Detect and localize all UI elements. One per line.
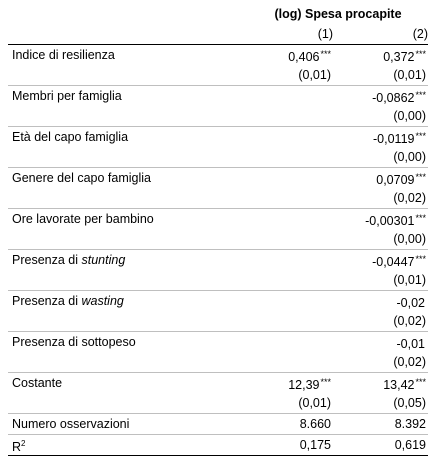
r-squared-row: [8, 435, 428, 456]
significance-stars: ***: [415, 130, 426, 141]
r-squared-letter: R: [12, 439, 22, 454]
coefficient-value: -0,01: [396, 336, 425, 351]
standard-error-col2: (0,01): [393, 68, 426, 82]
coefficient-col2: [333, 168, 428, 189]
standard-error-col1: [248, 352, 333, 373]
coefficient-col1: [248, 45, 333, 66]
coefficient-col2: [333, 332, 428, 353]
coefficient-row: [8, 127, 428, 148]
coefficient-col1: [248, 168, 333, 189]
standard-error-col2: (0,02): [393, 355, 426, 369]
variable-label: [8, 250, 248, 271]
variable-label-italic: wasting: [81, 294, 124, 308]
coefficient-col2: [333, 86, 428, 107]
coefficient-col2: [333, 373, 428, 394]
observations-col2: 8.392: [394, 417, 426, 431]
significance-stars: ***: [415, 376, 426, 387]
coefficient-value: -0,02: [396, 295, 425, 310]
coefficient-value: 12,39: [288, 377, 320, 392]
variable-label-prefix: Presenza di: [12, 294, 82, 308]
variable-label: [8, 291, 248, 312]
standard-error-row: [8, 147, 428, 168]
r-squared-col1: 0,175: [299, 438, 331, 452]
standard-error-col2: (0,00): [393, 150, 426, 164]
r-squared-col2: 0,619: [394, 438, 426, 452]
variable-label: Ore lavorate per bambino: [12, 212, 154, 226]
coefficient-row: [8, 373, 428, 394]
coefficient-row: [8, 168, 428, 189]
standard-error-col2: (0,02): [393, 314, 426, 328]
variable-label: Costante: [12, 376, 63, 390]
coefficient-row: [8, 250, 428, 271]
observations-col1: 8.660: [299, 417, 331, 431]
column-2-header: (2): [412, 27, 428, 41]
coefficient-col1: [248, 250, 333, 271]
coefficient-row: [8, 45, 428, 66]
standard-error-col1: [248, 188, 333, 209]
coefficient-col2: [333, 291, 428, 312]
standard-error-row: [8, 393, 428, 414]
coefficient-row: [8, 332, 428, 353]
header-title-row: [8, 4, 428, 24]
coefficient-value: 0,372: [383, 49, 415, 64]
r-squared-exponent: 2: [21, 438, 26, 448]
significance-stars: ***: [415, 253, 426, 264]
coefficient-rows: [8, 45, 428, 414]
standard-error-col2: (0,02): [393, 191, 426, 205]
coefficient-col1: [248, 332, 333, 353]
dependent-variable-title: (log) Spesa procapite: [274, 7, 402, 21]
variable-label: Età del capo famiglia: [12, 130, 129, 144]
header-columns-row: [8, 24, 428, 45]
coefficient-value: -0,0119: [373, 131, 415, 146]
significance-stars: ***: [320, 48, 331, 59]
coefficient-col2: [333, 45, 428, 66]
coefficient-col1: [248, 373, 333, 394]
regression-table: [8, 4, 428, 456]
standard-error-row: [8, 188, 428, 209]
variable-label-prefix: Presenza di: [12, 253, 82, 267]
standard-error-row: [8, 65, 428, 86]
standard-error-col1: [248, 106, 333, 127]
significance-stars: ***: [415, 171, 426, 182]
coefficient-col1: [248, 86, 333, 107]
standard-error-col1: [248, 229, 333, 250]
standard-error-col2: (0,01): [393, 273, 426, 287]
standard-error-col2: (0,05): [393, 396, 426, 410]
observations-label: Numero osservazioni: [12, 417, 130, 431]
observations-row: [8, 414, 428, 435]
standard-error-col1: (0,01): [298, 68, 331, 82]
significance-stars: ***: [415, 212, 426, 223]
variable-label-italic: stunting: [81, 253, 126, 267]
standard-error-row: [8, 270, 428, 291]
significance-stars: ***: [415, 48, 426, 59]
standard-error-col1: (0,01): [298, 396, 331, 410]
coefficient-col2: [333, 250, 428, 271]
coefficient-row: [8, 291, 428, 312]
standard-error-col2: (0,00): [393, 232, 426, 246]
standard-error-col2: (0,00): [393, 109, 426, 123]
variable-label: Indice di resilienza: [12, 48, 115, 62]
variable-label: Membri per famiglia: [12, 89, 122, 103]
standard-error-col1: [248, 147, 333, 168]
standard-error-col1: [248, 311, 333, 332]
coefficient-col1: [248, 127, 333, 148]
standard-error-col1: [248, 270, 333, 291]
significance-stars: ***: [415, 89, 426, 100]
coefficient-value: -0,00301: [365, 213, 415, 228]
r-squared-label: [8, 435, 248, 456]
coefficient-value: 0,406: [288, 49, 320, 64]
coefficient-value: -0,0862: [372, 90, 415, 105]
standard-error-row: [8, 106, 428, 127]
coefficient-value: 0,0709: [376, 172, 415, 187]
significance-stars: ***: [320, 376, 331, 387]
coefficient-value: 13,42: [383, 377, 415, 392]
standard-error-row: [8, 352, 428, 373]
standard-error-row: [8, 311, 428, 332]
coefficient-row: [8, 209, 428, 230]
variable-label: Presenza di sottopeso: [12, 335, 136, 349]
coefficient-col2: [333, 127, 428, 148]
column-1-header: (1): [317, 27, 333, 41]
coefficient-col2: [333, 209, 428, 230]
coefficient-col1: [248, 291, 333, 312]
coefficient-row: [8, 86, 428, 107]
standard-error-row: [8, 229, 428, 250]
coefficient-col1: [248, 209, 333, 230]
variable-label: Genere del capo famiglia: [12, 171, 151, 185]
coefficient-value: -0,0447: [372, 254, 415, 269]
